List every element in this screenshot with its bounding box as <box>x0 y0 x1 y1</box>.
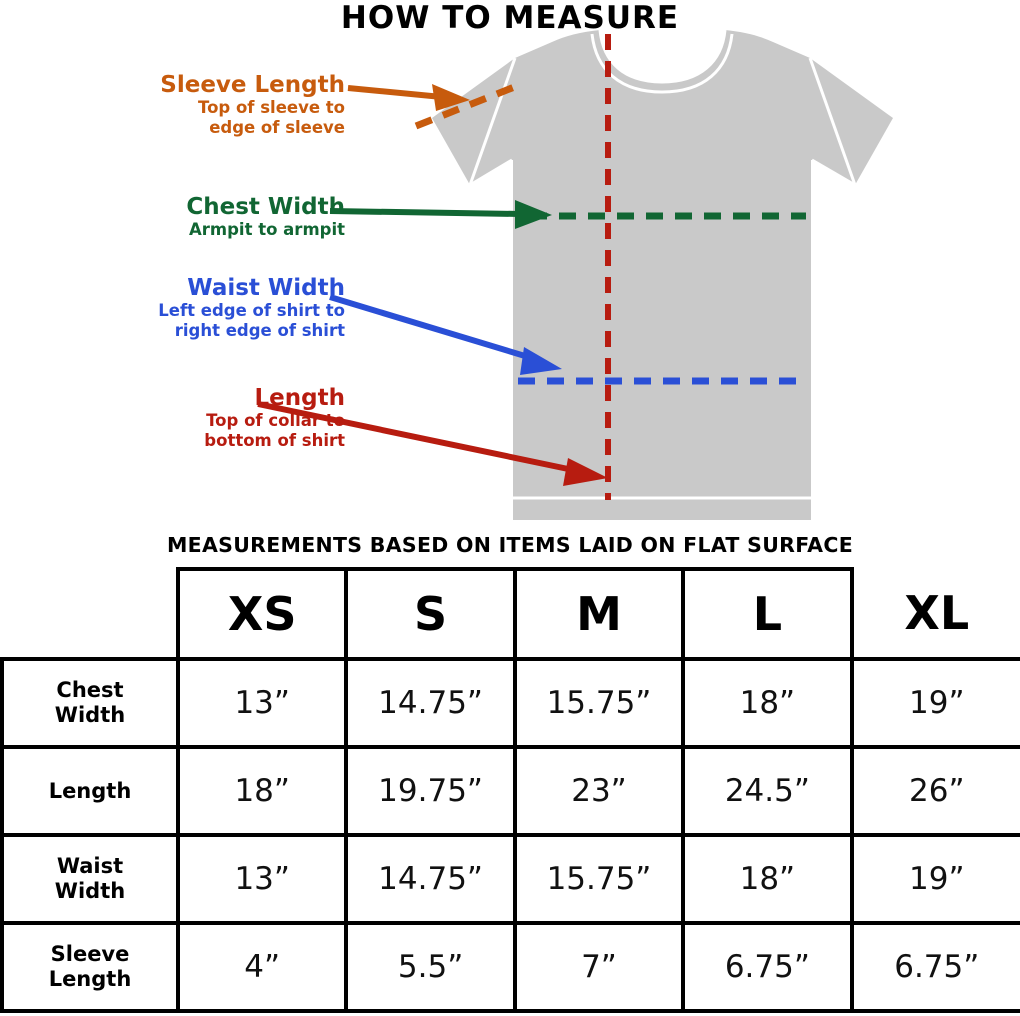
cell-sleeve-length-s: 5.5” <box>346 923 514 1011</box>
cell-waist-width-xl: 19” <box>852 835 1020 923</box>
callout-sleeve-length-sub2: edge of sleeve <box>209 118 345 137</box>
cell-sleeve-length-xs: 4” <box>178 923 346 1011</box>
measurement-note: MEASUREMENTS BASED ON ITEMS LAID ON FLAT SURFACE <box>166 533 853 557</box>
size-header-xs: XS <box>178 569 346 659</box>
table-row <box>2 923 1020 1011</box>
cell-waist-width-m: 15.75” <box>515 835 683 923</box>
cell-waist-width-xs: 13” <box>178 835 346 923</box>
callout-waist-width-sub1: Left edge of shirt to <box>158 301 345 320</box>
size-chart-table <box>0 567 1020 1013</box>
table-row <box>2 659 1020 747</box>
tshirt-illustration <box>432 30 893 520</box>
size-header-m: M <box>515 569 683 659</box>
cell-chest-width-xl: 19” <box>852 659 1020 747</box>
callout-waist-width <box>20 275 345 341</box>
table-row <box>2 835 1020 923</box>
table-row <box>2 747 1020 835</box>
size-header-xl: XL <box>852 569 1020 659</box>
cell-length-l: 24.5” <box>683 747 851 835</box>
row-label-sleeve-length-line1: Sleeve <box>50 942 130 966</box>
callout-waist-width-title: Waist Width <box>187 275 345 301</box>
callout-length-title: Length <box>254 385 345 411</box>
table-corner-cell <box>2 569 178 659</box>
row-label-length-line1: Length <box>48 778 132 803</box>
row-label-sleeve-length-line2: Length <box>48 967 132 991</box>
callout-chest-width-sub1: Armpit to armpit <box>189 220 345 239</box>
callout-length-sub2: bottom of shirt <box>204 431 345 450</box>
row-label-waist-width <box>2 835 178 923</box>
cell-length-xs: 18” <box>178 747 346 835</box>
cell-length-s: 19.75” <box>346 747 514 835</box>
callout-waist-width-sub2: right edge of shirt <box>174 321 345 340</box>
row-label-chest-width <box>2 659 178 747</box>
row-label-chest-width-line1: Chest <box>56 678 124 702</box>
cell-waist-width-l: 18” <box>683 835 851 923</box>
row-label-waist-width-line1: Waist <box>56 854 124 878</box>
size-header-l: L <box>683 569 851 659</box>
page-title: HOW TO MEASURE <box>340 0 680 36</box>
row-label-chest-width-line2: Width <box>54 703 126 727</box>
callout-sleeve-length <box>20 72 345 138</box>
row-label-sleeve-length <box>2 923 178 1011</box>
size-header-s: S <box>346 569 514 659</box>
row-label-length <box>2 747 178 835</box>
cell-length-xl: 26” <box>852 747 1020 835</box>
cell-sleeve-length-xl: 6.75” <box>852 923 1020 1011</box>
cell-length-m: 23” <box>515 747 683 835</box>
chest-arrow <box>330 200 552 229</box>
row-label-waist-width-line2: Width <box>54 879 126 903</box>
cell-sleeve-length-m: 7” <box>515 923 683 1011</box>
cell-chest-width-xs: 13” <box>178 659 346 747</box>
cell-chest-width-s: 14.75” <box>346 659 514 747</box>
cell-waist-width-s: 14.75” <box>346 835 514 923</box>
cell-chest-width-l: 18” <box>683 659 851 747</box>
callout-length-sub1: Top of collar to <box>206 411 345 430</box>
callout-chest-width <box>20 194 345 240</box>
cell-chest-width-m: 15.75” <box>515 659 683 747</box>
callout-sleeve-length-title: Sleeve Length <box>160 72 345 98</box>
callout-length <box>20 385 345 451</box>
table-header-row <box>2 569 1020 659</box>
callout-sleeve-length-sub1: Top of sleeve to <box>198 98 345 117</box>
size-chart-table-wrapper <box>0 567 1020 1013</box>
callout-chest-width-title: Chest Width <box>186 194 345 220</box>
cell-sleeve-length-l: 6.75” <box>683 923 851 1011</box>
